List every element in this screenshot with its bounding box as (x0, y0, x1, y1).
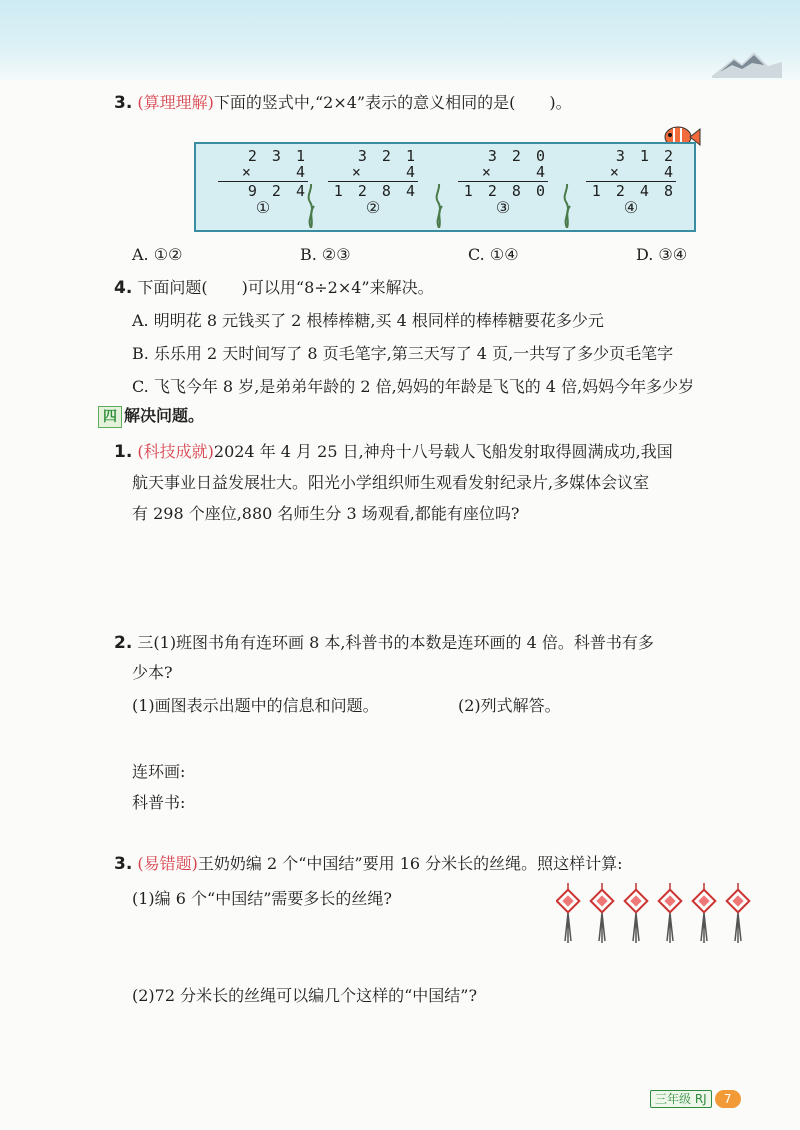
p2-sub-2: (2)列式解答。 (458, 696, 561, 715)
p2-line-1 (114, 632, 654, 654)
chinese-knot-icons (556, 883, 766, 945)
section-title: 解决问题。 (124, 406, 205, 425)
header-banner (0, 0, 800, 80)
p2-number: 2. (114, 633, 133, 653)
vertical-multiplication-panel (194, 142, 696, 232)
calc-3-result: 1 2 8 0 (463, 182, 548, 200)
calc-column-4 (586, 148, 676, 216)
p2-label-comics: 连环画: (132, 762, 186, 781)
p2-line-2: 少本? (132, 663, 173, 682)
p3-tag: (易错题) (137, 854, 198, 873)
q3-stem (114, 92, 572, 114)
p1-line-1 (114, 441, 673, 463)
chinese-knot-icon (591, 883, 614, 943)
q4-option-b[interactable]: B. 乐乐用 2 天时间写了 8 页毛笔字,第三天写了 4 页,一共写了多少页毛笔字 (132, 344, 674, 363)
calc-4-top: 3 1 2 (615, 147, 676, 165)
page-footer (650, 1090, 741, 1108)
calc-1-multiplier: × 4 (241, 163, 308, 181)
q4-number: 4. (114, 278, 133, 298)
grade-badge: 三年级 RJ (650, 1090, 712, 1108)
p3-text: 王奶奶编 2 个“中国结”要用 16 分米长的丝绳。照这样计算: (197, 854, 623, 873)
p1-tag: (科技成就) (137, 442, 214, 461)
p2-answer-area[interactable] (458, 725, 748, 820)
p2-drawing-area[interactable] (200, 755, 440, 815)
seaweed-icon (432, 184, 446, 228)
p2-text-1: 三(1)班图书角有连环画 8 本,科普书的本数是连环画的 4 倍。科普书有多 (137, 633, 654, 652)
calc-column-1 (218, 148, 308, 216)
seaweed-icon (304, 184, 318, 228)
p1-text-1: 2024 年 4 月 25 日,神舟十八号载人飞船发射取得圆满成功,我国 (213, 442, 673, 461)
q3-tag: (算理理解) (137, 93, 214, 112)
page-number: 7 (715, 1090, 741, 1108)
q3-text: 下面的竖式中,“2×4”表示的意义相同的是( (213, 93, 516, 112)
q4-text-end: )可以用“8÷2×4”来解决。 (241, 278, 434, 297)
chinese-knot-icon (625, 883, 648, 943)
p3-answer-area-1[interactable] (132, 915, 532, 975)
calc-2-label: ② (365, 198, 381, 217)
calc-3-label: ③ (495, 198, 511, 217)
chinese-knot-icon (659, 883, 682, 943)
calc-4-multiplier: × 4 (609, 163, 676, 181)
p2-sub-1: (1)画图表示出题中的信息和问题。 (132, 696, 379, 715)
chinese-knot-icon (557, 883, 580, 943)
calc-1-top: 2 3 1 (247, 147, 308, 165)
q4-option-c[interactable]: C. 飞飞今年 8 岁,是弟弟年龄的 2 倍,妈妈的年龄是飞飞的 4 倍,妈妈今年多少岁 (132, 377, 695, 396)
calc-1-result: 9 2 4 (247, 182, 308, 200)
q3-option-a[interactable]: A. ①② (132, 245, 183, 264)
p3-sub-2: (2)72 分米长的丝绳可以编几个这样的“中国结”? (132, 986, 478, 1005)
calc-4-result: 1 2 4 8 (591, 182, 676, 200)
q3-option-c[interactable]: C. ①④ (468, 245, 519, 264)
calc-2-top: 3 2 1 (357, 147, 418, 165)
calc-4-label: ④ (623, 198, 639, 217)
calc-2-result: 1 2 8 4 (333, 182, 418, 200)
calc-column-2 (328, 148, 418, 216)
p1-line-3: 有 298 个座位,880 名师生分 3 场观看,都能有座位吗? (132, 504, 520, 523)
section-badge: 四 (98, 406, 122, 428)
q3-option-d[interactable]: D. ③④ (636, 245, 688, 264)
calc-3-multiplier: × 4 (481, 163, 548, 181)
p3-line-1 (114, 853, 623, 875)
calc-3-top: 3 2 0 (487, 147, 548, 165)
chinese-knot-icon (727, 883, 750, 943)
calc-column-3 (458, 148, 548, 216)
mountain-decoration (712, 50, 782, 78)
chinese-knot-icon (693, 883, 716, 943)
p1-answer-area[interactable] (132, 530, 752, 620)
calc-1-label: ① (255, 198, 271, 217)
calc-2-multiplier: × 4 (351, 163, 418, 181)
q3-number: 3. (114, 93, 133, 113)
p3-sub-1: (1)编 6 个“中国结”需要多长的丝绳? (132, 889, 392, 908)
q4-stem (114, 277, 434, 299)
q4-text: 下面问题( (137, 278, 208, 297)
p1-line-2: 航天事业日益发展壮大。阳光小学组织师生观看发射纪录片,多媒体会议室 (132, 473, 650, 492)
p2-label-science: 科普书: (132, 793, 186, 812)
q3-option-b[interactable]: B. ②③ (300, 245, 351, 264)
p3-answer-area-2[interactable] (132, 1012, 732, 1072)
q3-text-end: )。 (549, 93, 572, 112)
p1-number: 1. (114, 442, 133, 462)
p3-number: 3. (114, 854, 133, 874)
q4-option-a[interactable]: A. 明明花 8 元钱买了 2 根棒棒糖,买 4 根同样的棒棒糖要花多少元 (132, 311, 604, 330)
seaweed-icon (560, 184, 574, 228)
